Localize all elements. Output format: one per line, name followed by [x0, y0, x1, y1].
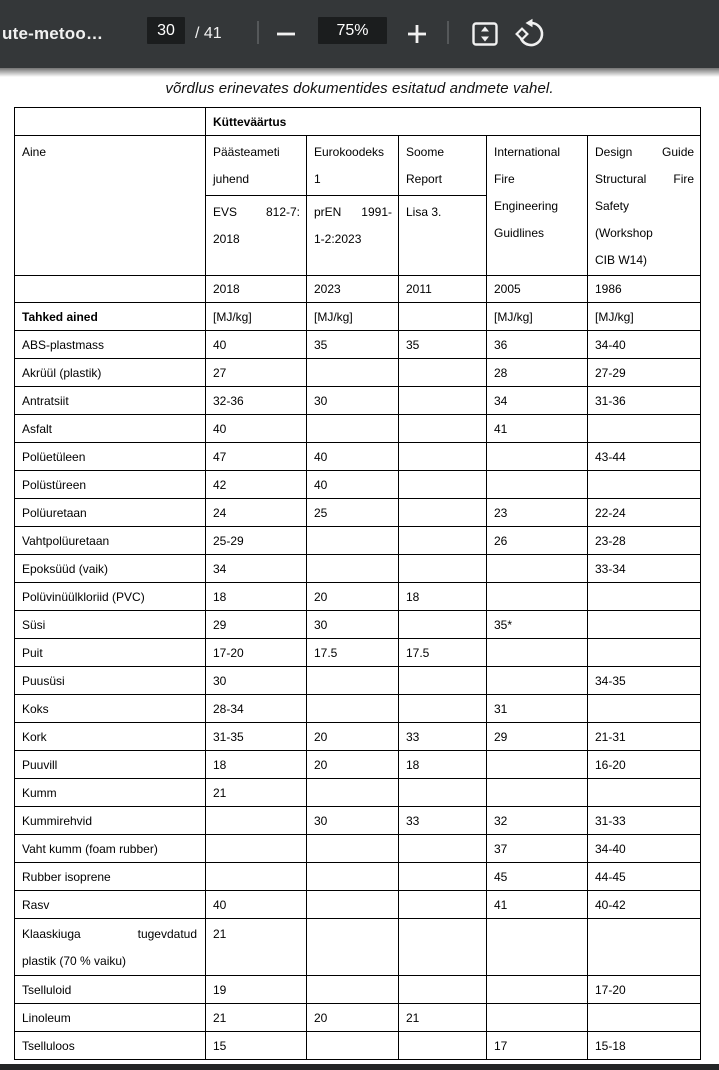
value-cell [399, 667, 487, 695]
material-name-cell: Tselluloos [15, 1032, 206, 1060]
value-cell: 20 [307, 723, 399, 751]
table-row [15, 359, 701, 387]
value-cell [487, 667, 588, 695]
value-cell: 33-34 [588, 555, 701, 583]
material-name-cell: Puuvill [15, 751, 206, 779]
page-count-label: / 41 [195, 25, 222, 42]
material-name-cell: Akrüül (plastik) [15, 359, 206, 387]
value-cell: 45 [487, 863, 588, 891]
source-header-cell: Design Guide Structural Fire Safety (Workshop CIB W14) [588, 136, 701, 276]
value-cell: 19 [206, 976, 307, 1004]
value-cell: 25 [307, 499, 399, 527]
value-cell [399, 359, 487, 387]
value-cell: 43-44 [588, 443, 701, 471]
value-cell [307, 527, 399, 555]
value-cell [206, 807, 307, 835]
caption-text: võrdlus erinevates dokumentides esitatud andmete vahel. [165, 80, 554, 97]
table-row [15, 387, 701, 415]
toolbar-shadow [0, 68, 719, 77]
value-cell [487, 976, 588, 1004]
value-cell: 36 [487, 331, 588, 359]
value-cell: 34 [206, 555, 307, 583]
value-cell [588, 1004, 701, 1032]
plus-icon [407, 24, 427, 44]
source-header-cell: International Fire Engineering Guidlines [487, 136, 588, 276]
group-header-cell: Kütteväärtus [206, 108, 701, 136]
table-row [15, 639, 701, 667]
value-cell: 40-42 [588, 891, 701, 919]
table-row-years [15, 276, 701, 303]
document-title: ute-metoo… [2, 24, 104, 43]
material-name-cell: Polüetüleen [15, 443, 206, 471]
value-cell [588, 415, 701, 443]
value-cell [588, 611, 701, 639]
empty-cell [15, 276, 206, 303]
value-cell [588, 639, 701, 667]
value-cell: 25-29 [206, 527, 307, 555]
value-cell: 18 [399, 751, 487, 779]
value-cell: 35 [399, 331, 487, 359]
value-cell [307, 863, 399, 891]
value-cell: 37 [487, 835, 588, 863]
value-cell: 30 [307, 387, 399, 415]
value-cell [307, 667, 399, 695]
value-cell: 42 [206, 471, 307, 499]
material-name-cell: Polüuretaan [15, 499, 206, 527]
value-cell: 20 [307, 583, 399, 611]
value-cell: 40 [307, 471, 399, 499]
toolbar-divider [447, 21, 449, 44]
material-name-cell: Kumm [15, 779, 206, 807]
table-row [15, 471, 701, 499]
value-cell: 44-45 [588, 863, 701, 891]
material-name-cell: Puusüsi [15, 667, 206, 695]
value-cell: 29 [206, 611, 307, 639]
empty-corner-cell [15, 108, 206, 136]
value-cell: 18 [206, 751, 307, 779]
material-name-cell: Antratsiit [15, 387, 206, 415]
table-row [15, 807, 701, 835]
value-cell [487, 779, 588, 807]
value-cell [487, 1004, 588, 1032]
value-cell [307, 891, 399, 919]
minus-icon [276, 24, 296, 44]
value-cell: 41 [487, 891, 588, 919]
value-cell: 34 [487, 387, 588, 415]
table-row [15, 415, 701, 443]
source-header-cell: Soome Report Lisa 3. [399, 136, 487, 276]
table-row [15, 723, 701, 751]
value-cell [399, 1032, 487, 1060]
table-row [15, 863, 701, 891]
table-row [15, 611, 701, 639]
value-cell: 33 [399, 723, 487, 751]
value-cell: 40 [307, 443, 399, 471]
table-row-column-headers [15, 136, 701, 276]
value-cell: 34-40 [588, 835, 701, 863]
material-name-cell: Epoksüüd (vaik) [15, 555, 206, 583]
rotate-counterclockwise-icon [515, 18, 547, 50]
source-header-cell: Päästeameti juhend EVS 812-7: 2018 [206, 136, 307, 276]
value-cell: 21 [206, 919, 307, 976]
material-name-cell: Tselluloid [15, 976, 206, 1004]
fit-to-page-icon [469, 18, 501, 50]
table-row-group-header [15, 108, 701, 136]
value-cell: 34-40 [588, 331, 701, 359]
year-cell: 2018 [206, 276, 307, 303]
material-name-cell: Polüvinüülkloriid (PVC) [15, 583, 206, 611]
value-cell [307, 695, 399, 723]
value-cell: 32-36 [206, 387, 307, 415]
table-row [15, 667, 701, 695]
value-cell [307, 1032, 399, 1060]
table-row [15, 1032, 701, 1060]
value-cell: 32 [487, 807, 588, 835]
value-cell [399, 387, 487, 415]
section-label-cell: Tahked ained [15, 303, 206, 331]
table-row [15, 891, 701, 919]
value-cell: 31 [487, 695, 588, 723]
value-cell [206, 863, 307, 891]
material-name-cell: Vahtpolüuretaan [15, 527, 206, 555]
value-cell [399, 611, 487, 639]
value-cell [399, 443, 487, 471]
table-row [15, 443, 701, 471]
value-cell: 15-18 [588, 1032, 701, 1060]
value-cell: 17.5 [307, 639, 399, 667]
value-cell: 17 [487, 1032, 588, 1060]
table-row [15, 695, 701, 723]
unit-cell: [MJ/kg] [307, 303, 399, 331]
pdf-toolbar [0, 0, 719, 68]
zoom-level-input[interactable]: 75% [318, 17, 387, 44]
value-cell: 21 [206, 779, 307, 807]
unit-cell: [MJ/kg] [588, 303, 701, 331]
value-cell: 40 [206, 891, 307, 919]
value-cell [399, 779, 487, 807]
value-cell: 18 [206, 583, 307, 611]
table-row [15, 555, 701, 583]
table-row [15, 527, 701, 555]
zoom-out-button[interactable] [268, 0, 304, 68]
material-name-cell: Asfalt [15, 415, 206, 443]
value-cell [399, 695, 487, 723]
value-cell: 35 [307, 331, 399, 359]
value-cell [399, 863, 487, 891]
unit-cell: [MJ/kg] [487, 303, 588, 331]
year-cell: 2011 [399, 276, 487, 303]
value-cell: 41 [487, 415, 588, 443]
value-cell [307, 415, 399, 443]
value-cell [487, 471, 588, 499]
unit-cell: [MJ/kg] [206, 303, 307, 331]
material-name-cell: Rasv [15, 891, 206, 919]
value-cell: 31-33 [588, 807, 701, 835]
value-cell: 34-35 [588, 667, 701, 695]
pdf-page [0, 68, 719, 1064]
value-cell [307, 976, 399, 1004]
value-cell: 24 [206, 499, 307, 527]
table-row-section [15, 303, 701, 331]
zoom-in-button[interactable] [399, 0, 435, 68]
value-cell [487, 639, 588, 667]
material-name-cell: Polüstüreen [15, 471, 206, 499]
fit-page-button[interactable] [467, 0, 503, 68]
table-row [15, 751, 701, 779]
year-cell: 2023 [307, 276, 399, 303]
value-cell: 15 [206, 1032, 307, 1060]
material-name-cell: Puit [15, 639, 206, 667]
value-cell [307, 555, 399, 583]
material-name-cell: Linoleum [15, 1004, 206, 1032]
material-name-cell: Süsi [15, 611, 206, 639]
value-cell: 23 [487, 499, 588, 527]
year-cell: 2005 [487, 276, 588, 303]
value-cell: 31-36 [588, 387, 701, 415]
value-cell [588, 583, 701, 611]
value-cell [307, 835, 399, 863]
table-row [15, 779, 701, 807]
value-cell: 47 [206, 443, 307, 471]
value-cell [487, 751, 588, 779]
value-cell [399, 976, 487, 1004]
value-cell: 31-35 [206, 723, 307, 751]
aine-header-cell: Aine [15, 136, 206, 276]
value-cell: 33 [399, 807, 487, 835]
value-cell: 23-28 [588, 527, 701, 555]
value-cell: 17-20 [206, 639, 307, 667]
value-cell: 18 [399, 583, 487, 611]
material-name-cell: Rubber isoprene [15, 863, 206, 891]
value-cell [399, 891, 487, 919]
value-cell [307, 359, 399, 387]
material-name-cell: Klaaskiuga tugevdatud plastik (70 % vaiku) [15, 919, 206, 976]
material-name-cell: Vaht kumm (foam rubber) [15, 835, 206, 863]
value-cell: 26 [487, 527, 588, 555]
value-cell: 29 [487, 723, 588, 751]
value-cell: 27 [206, 359, 307, 387]
value-cell: 30 [307, 611, 399, 639]
material-name-cell: Kummirehvid [15, 807, 206, 835]
value-cell: 28 [487, 359, 588, 387]
value-cell: 28-34 [206, 695, 307, 723]
table-row [15, 976, 701, 1004]
value-cell [399, 919, 487, 976]
value-cell [487, 583, 588, 611]
value-cell: 21 [206, 1004, 307, 1032]
toolbar-divider [257, 21, 259, 44]
value-cell: 20 [307, 1004, 399, 1032]
material-name-cell: ABS-plastmass [15, 331, 206, 359]
material-name-cell: Kork [15, 723, 206, 751]
value-cell [487, 919, 588, 976]
material-name-cell: Koks [15, 695, 206, 723]
table-row [15, 835, 701, 863]
year-cell: 1986 [588, 276, 701, 303]
value-cell [399, 835, 487, 863]
table-row [15, 1004, 701, 1032]
value-cell: 30 [307, 807, 399, 835]
value-cell [588, 471, 701, 499]
value-cell [487, 555, 588, 583]
value-cell: 17.5 [399, 639, 487, 667]
value-cell [399, 415, 487, 443]
value-cell [399, 555, 487, 583]
source-header-cell: Eurokoodeks 1 prEN 1991- 1-2:2023 [307, 136, 399, 276]
value-cell [399, 499, 487, 527]
value-cell: 21-31 [588, 723, 701, 751]
value-cell [399, 471, 487, 499]
page-number-input[interactable]: 30 [147, 17, 185, 44]
value-cell: 30 [206, 667, 307, 695]
value-cell [307, 779, 399, 807]
value-cell [588, 919, 701, 976]
value-cell: 16-20 [588, 751, 701, 779]
value-cell: 21 [399, 1004, 487, 1032]
table-row [15, 583, 701, 611]
value-cell [487, 443, 588, 471]
table-row [15, 919, 701, 976]
value-cell [588, 695, 701, 723]
value-cell [206, 835, 307, 863]
value-cell: 27-29 [588, 359, 701, 387]
value-cell: 20 [307, 751, 399, 779]
value-cell: 40 [206, 415, 307, 443]
table-row [15, 331, 701, 359]
value-cell: 17-20 [588, 976, 701, 1004]
table-row [15, 499, 701, 527]
unit-cell [399, 303, 487, 331]
heating-values-table [14, 107, 701, 1060]
value-cell: 40 [206, 331, 307, 359]
value-cell [307, 919, 399, 976]
value-cell [399, 527, 487, 555]
value-cell: 35* [487, 611, 588, 639]
value-cell: 22-24 [588, 499, 701, 527]
rotate-button[interactable] [513, 0, 549, 68]
value-cell [588, 779, 701, 807]
